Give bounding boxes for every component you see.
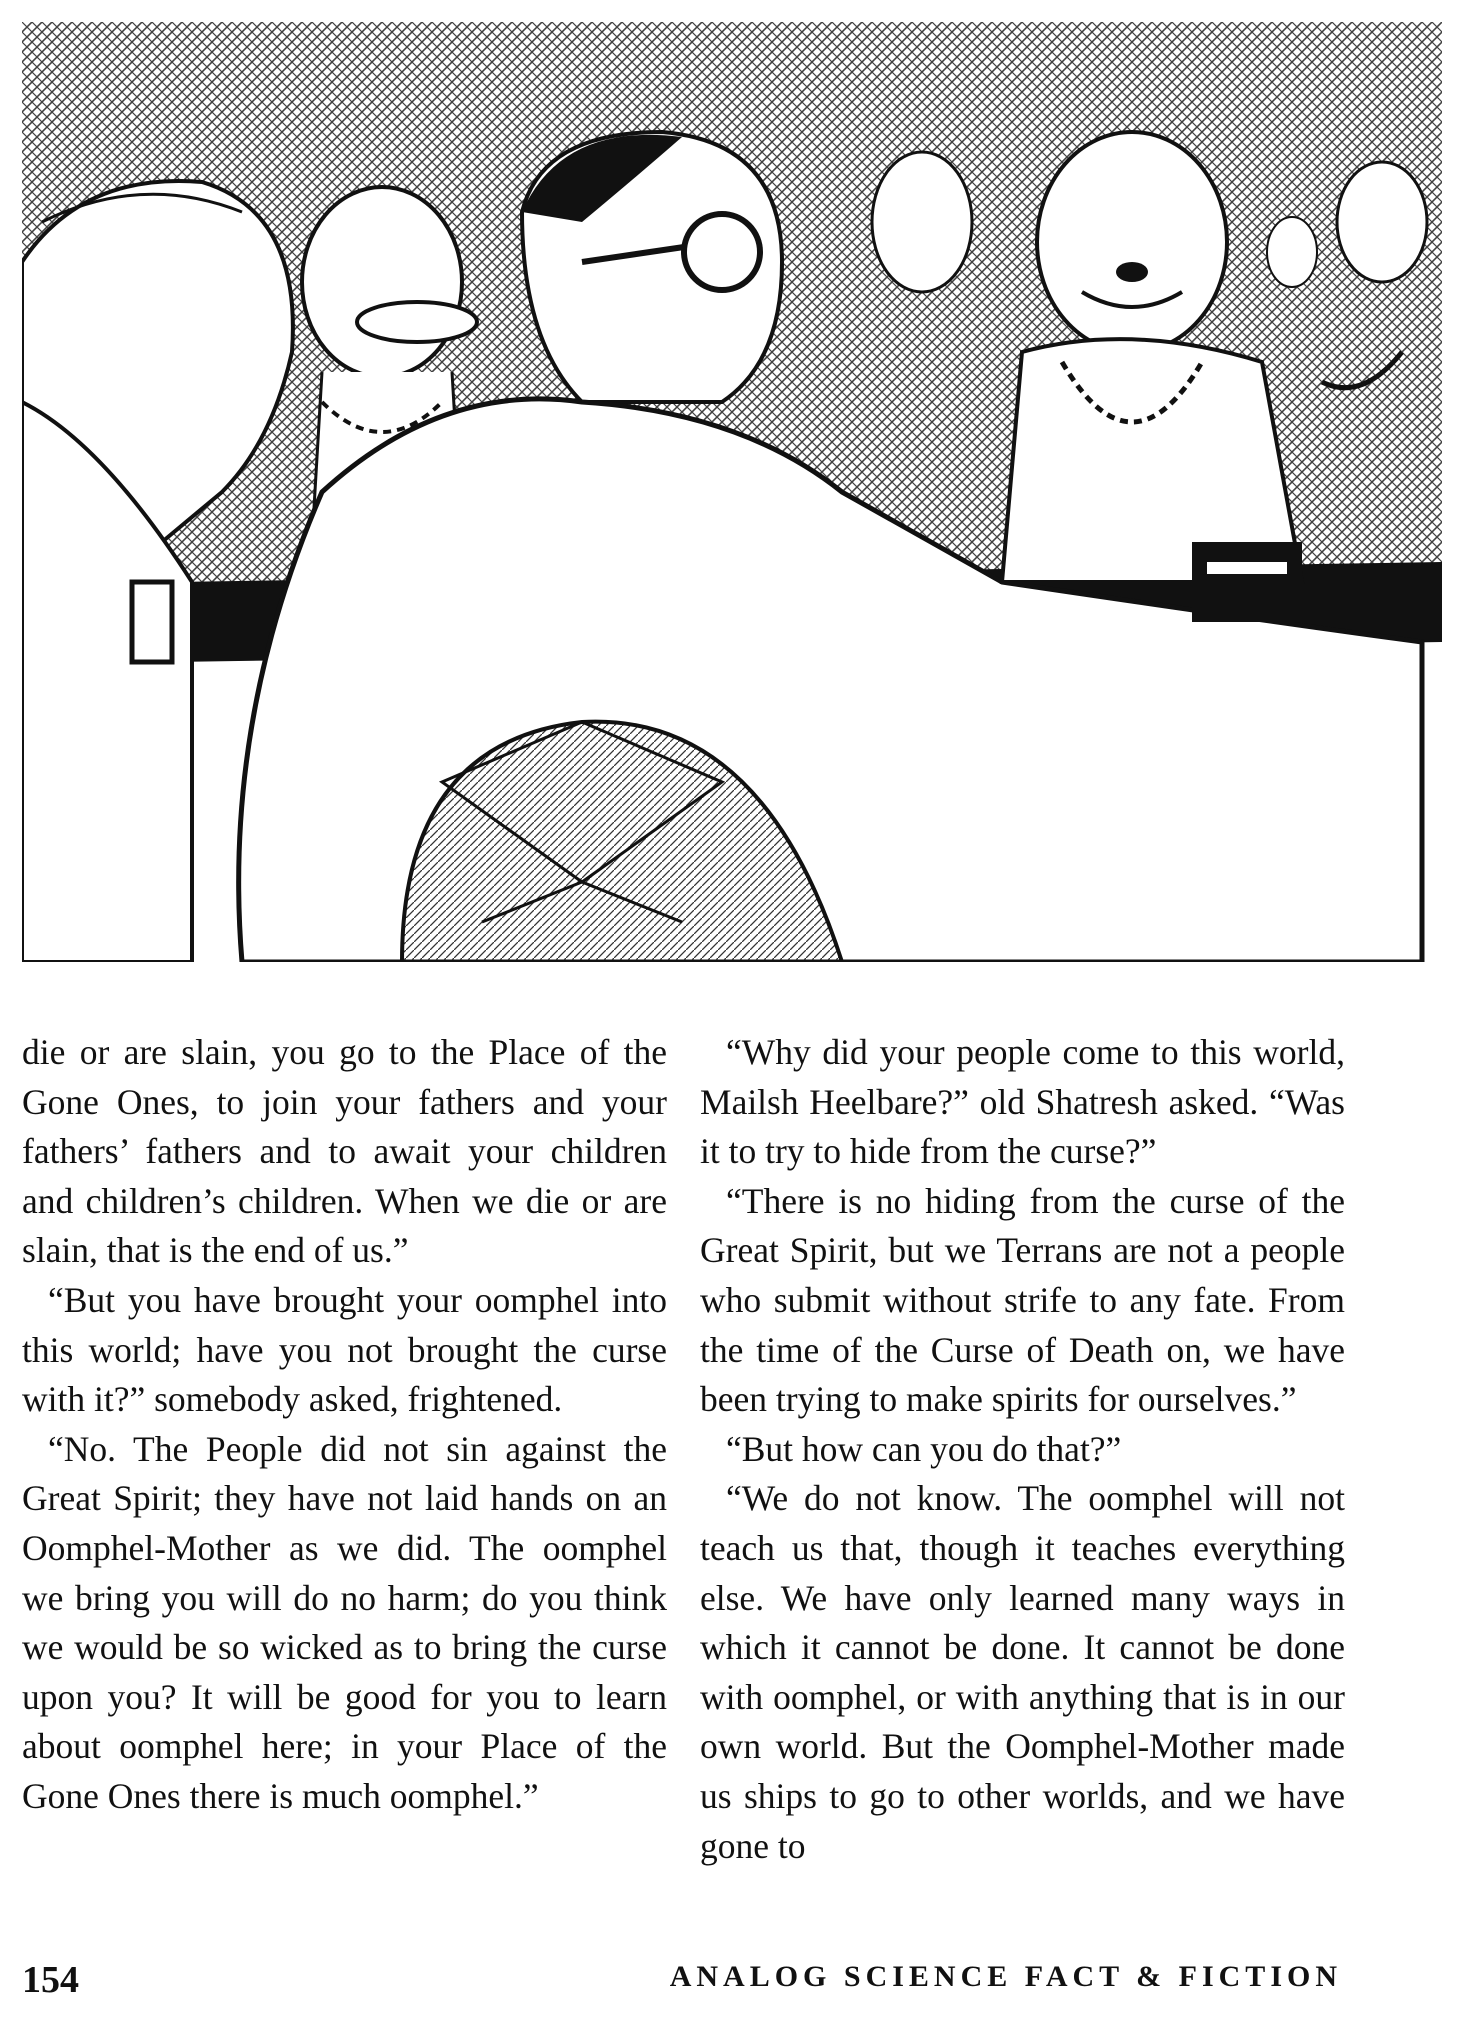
paragraph: “Why did your people come to this world, Mailsh Heelbare?” old Shatresh asked. “Was it to try to hide from the curse?” <box>700 1032 1345 1172</box>
paragraph: die or are slain, you go to the Place of the Gone Ones, to join your fathers and your fathers’ fathers and to await your children and children’s children. When we die or are slain, that is the end of us.” <box>22 1032 667 1271</box>
page-number: 154 <box>22 1959 79 2001</box>
illustration-icon <box>22 22 1442 962</box>
paragraph: “There is no hiding from the curse of the Great Spirit, but we Terrans are not a people who submit without strife to any fate. From the time of the Curse of Death on, we have been trying to make spirits for ourselves.” <box>700 1180 1345 1420</box>
paragraph: “We do not know. The oomphel will not teach us that, though it teaches everything else. We have only learned many ways in which it cannot be done. It cannot be done with oomphel, or with anything that is in our own world. But the Oomphel-Mother made us ships to go to other worlds, and we have gone to <box>700 1478 1345 1866</box>
text-column-left <box>22 1028 667 1822</box>
story-illustration <box>22 22 1442 962</box>
paragraph: “But you have brought your oomphel into this world; have you not brought the curse with it?” somebody asked, frightened. <box>22 1279 667 1420</box>
running-footer-title: ANALOG SCIENCE FACT & FICTION <box>669 1960 1342 1993</box>
text-column-right <box>700 1028 1345 1871</box>
paragraph: “But how can you do that?” <box>726 1428 1122 1469</box>
paragraph: “No. The People did not sin against the Great Spirit; they have not laid hands on an Oomphel-Mother as we did. The oomphel we bring you will do no harm; do you think we would be so wicked as to bring the curse upon you? It will be good for you to learn about oomphel here; in your Place of the Gone Ones there is much oomphel.” <box>22 1428 667 1816</box>
